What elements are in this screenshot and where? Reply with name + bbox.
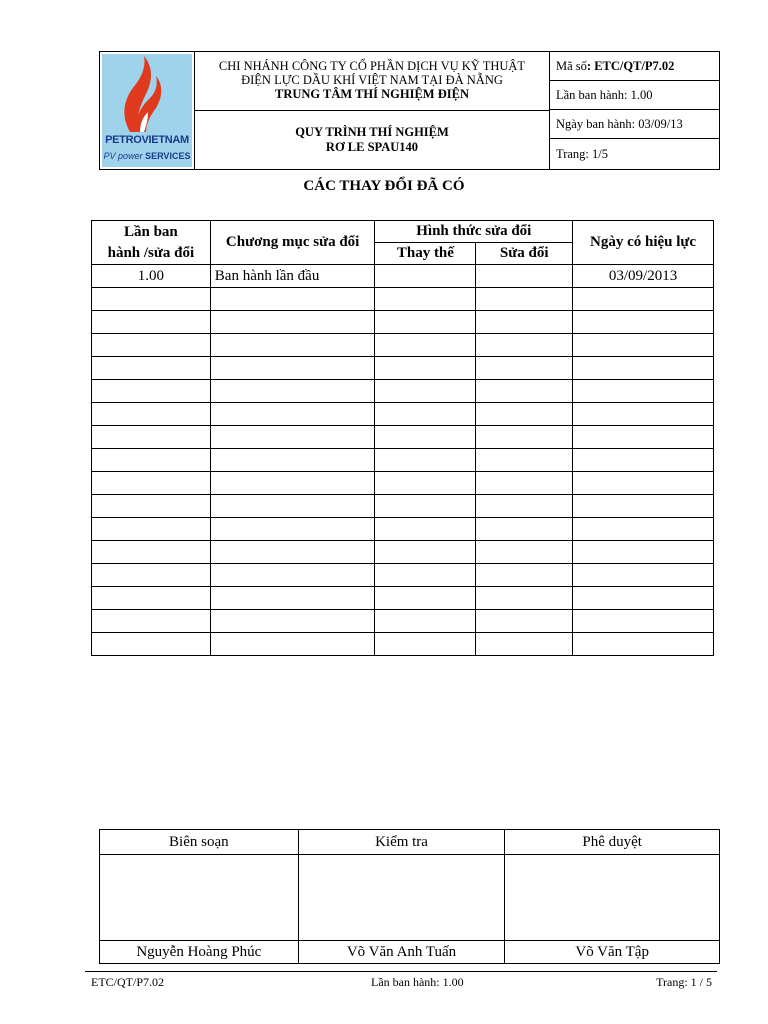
empty-cell [92,357,211,380]
empty-cell [573,403,714,426]
footer-page: Trang: 1 / 5 [656,975,712,989]
table-row-empty [92,380,714,403]
page-number: Trang: 1/5 [556,147,608,161]
empty-cell [210,495,375,518]
empty-cell [476,334,573,357]
empty-cell [573,357,714,380]
empty-cell [210,311,375,334]
footer-divider [85,971,717,972]
empty-cell [375,288,476,311]
empty-cell [210,518,375,541]
checked-signature-area [298,855,505,941]
procedure-line-2: RƠ LE SPAU140 [325,140,419,154]
empty-cell [476,449,573,472]
empty-cell [92,380,211,403]
empty-cell [573,633,714,656]
empty-cell [476,518,573,541]
empty-cell [573,311,714,334]
empty-cell [375,357,476,380]
empty-cell [210,633,375,656]
edition-number: Lần ban hành: 1.00 [550,81,719,110]
empty-cell [375,495,476,518]
empty-cell [476,288,573,311]
empty-cell [476,495,573,518]
empty-cell [476,610,573,633]
drafted-by-label: Biên soạn [100,830,299,855]
empty-cell [476,311,573,334]
empty-cell [210,449,375,472]
company-logo [100,52,195,169]
header-form: Hình thức sửa đổi [375,221,573,243]
org-line-3: TRUNG TÂM THÍ NGHIỆM ĐIỆN [274,87,469,101]
row-replace [375,265,476,288]
empty-cell [92,403,211,426]
footer-edition: Lần ban hành: 1.00 [371,975,464,989]
empty-cell [573,495,714,518]
logo-tagline: PV power SERVICES [103,151,191,161]
empty-cell [210,334,375,357]
empty-cell [210,587,375,610]
empty-cell [573,449,714,472]
empty-cell [573,288,714,311]
header-section: Chương mục sửa đổi [210,221,375,265]
org-line-2: ĐIỆN LỰC DẦU KHÍ VIỆT NAM TẠI ĐÀ NẴNG [241,73,503,87]
table-row-empty [92,633,714,656]
empty-cell [210,380,375,403]
row-section: Ban hành lần đầu [210,265,375,288]
table-row-empty [92,587,714,610]
empty-cell [573,610,714,633]
empty-cell [573,426,714,449]
row-modify [476,265,573,288]
empty-cell [210,564,375,587]
header-modify: Sửa đổi [476,243,573,265]
approved-by-name: Võ Văn Tập [505,941,720,964]
organization-name [195,52,550,111]
empty-cell [573,541,714,564]
checked-by-label: Kiểm tra [298,830,505,855]
revision-history-table [91,220,714,656]
table-row-empty [92,403,714,426]
table-row-empty [92,449,714,472]
empty-cell [92,334,211,357]
empty-cell [375,311,476,334]
table-row-empty [92,357,714,380]
empty-cell [375,380,476,403]
empty-cell [92,587,211,610]
empty-cell [92,633,211,656]
empty-cell [476,403,573,426]
empty-cell [210,472,375,495]
issue-date: Ngày ban hành: 03/09/13 [550,110,719,139]
approved-by-label: Phê duyệt [505,830,720,855]
checked-by-name: Võ Văn Anh Tuấn [298,941,505,964]
table-row-empty [92,610,714,633]
header-edition: Lần ban hành /sửa đổi [92,221,211,265]
changes-title: CÁC THAY ĐỔI ĐÃ CÓ [303,178,465,194]
empty-cell [375,610,476,633]
empty-cell [210,357,375,380]
empty-cell [92,426,211,449]
empty-cell [92,495,211,518]
row-effective-date: 03/09/2013 [573,265,714,288]
header-effective-date: Ngày có hiệu lực [573,221,714,265]
table-row-empty [92,564,714,587]
empty-cell [210,426,375,449]
drafted-signature-area [100,855,299,941]
empty-cell [476,587,573,610]
empty-cell [375,587,476,610]
procedure-title [195,111,550,169]
table-row [92,265,714,288]
empty-cell [476,426,573,449]
empty-cell [375,564,476,587]
empty-cell [92,449,211,472]
empty-cell [210,403,375,426]
drafted-by-name: Nguyễn Hoàng Phúc [100,941,299,964]
empty-cell [92,288,211,311]
approval-signature-table [99,829,720,964]
empty-cell [375,403,476,426]
empty-cell [92,564,211,587]
empty-cell [476,541,573,564]
empty-cell [476,357,573,380]
approved-signature-area [505,855,720,941]
empty-cell [210,541,375,564]
empty-cell [375,334,476,357]
empty-cell [92,472,211,495]
table-row-empty [92,541,714,564]
procedure-line-1: QUY TRÌNH THÍ NGHIỆM [295,125,449,139]
empty-cell [573,380,714,403]
empty-cell [92,518,211,541]
empty-cell [573,334,714,357]
org-line-1: CHI NHÁNH CÔNG TY CỔ PHẦN DỊCH VỤ KỸ THUẬT [218,59,526,73]
empty-cell [573,564,714,587]
table-row-empty [92,288,714,311]
empty-cell [375,449,476,472]
empty-cell [375,472,476,495]
empty-cell [375,518,476,541]
empty-cell [476,564,573,587]
empty-cell [210,610,375,633]
table-row-empty [92,426,714,449]
table-row-empty [92,518,714,541]
table-row-empty [92,472,714,495]
empty-cell [476,472,573,495]
table-row-empty [92,311,714,334]
table-row-empty [92,334,714,357]
empty-cell [375,541,476,564]
empty-cell [573,518,714,541]
logo-wordmark: PETROVIETNAM [105,134,189,146]
table-row-empty [92,495,714,518]
empty-cell [476,633,573,656]
empty-cell [92,311,211,334]
empty-cell [375,633,476,656]
document-header [99,51,720,170]
empty-cell [476,380,573,403]
empty-cell [210,288,375,311]
empty-cell [573,587,714,610]
header-replace: Thay thế [375,243,476,265]
empty-cell [92,541,211,564]
row-edition: 1.00 [92,265,211,288]
empty-cell [573,472,714,495]
empty-cell [375,426,476,449]
empty-cell [92,610,211,633]
document-code: Mã số: ETC/QT/P7.02 [550,52,719,81]
footer-code: ETC/QT/P7.02 [91,975,165,989]
